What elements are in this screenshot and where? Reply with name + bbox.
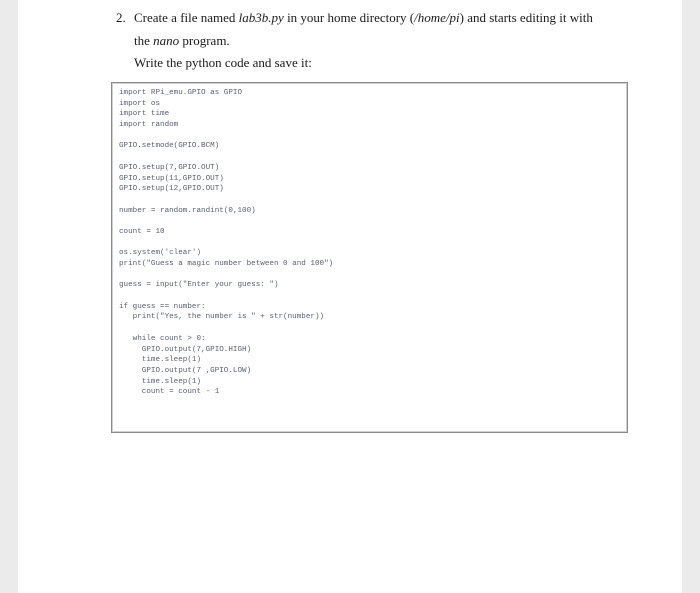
code-line: import time	[119, 110, 170, 119]
code-line: GPIO.setup(12,GPIO.OUT)	[119, 185, 224, 194]
question-instruction: Write the python code and save it:	[134, 55, 312, 70]
code-line: while count > 0:	[119, 334, 206, 343]
code-line: count = count - 1	[119, 388, 220, 397]
code-line: count = 10	[119, 227, 165, 236]
question-number: 2.	[116, 10, 126, 25]
program-name: nano	[153, 33, 180, 48]
code-line	[119, 152, 333, 163]
code-line: import os	[119, 99, 161, 108]
code-line	[119, 131, 333, 142]
code-line: print("Yes, the number is " + str(number))	[119, 313, 325, 322]
code-line: import random	[119, 121, 179, 130]
code-line: time.sleep(1)	[119, 356, 202, 365]
question-line-1: Create a file named lab3b.py in your home directory (/home/pi) and starts editing it with	[134, 10, 593, 25]
code-line	[119, 216, 333, 227]
code-line: time.sleep(1)	[119, 377, 202, 386]
code-line: if guess == number:	[119, 302, 206, 311]
code-box	[111, 82, 628, 433]
question-line-2: the nano program.	[134, 33, 230, 48]
code-line	[119, 270, 333, 281]
code-line: guess = input("Enter your guess: ")	[119, 281, 279, 290]
code-line: GPIO.setmode(GPIO.BCM)	[119, 142, 220, 151]
code-line	[119, 291, 333, 302]
file-name: lab3b.py	[238, 10, 284, 25]
document-page	[18, 0, 682, 593]
code-line: GPIO.setup(7,GPIO.OUT)	[119, 163, 220, 172]
code-line: GPIO.output(7 ,GPIO.LOW)	[119, 366, 252, 375]
code-line: number = random.randint(0,100)	[119, 206, 256, 215]
code-line: GPIO.setup(11,GPIO.OUT)	[119, 174, 224, 183]
code-line: GPIO.output(7,GPIO.HIGH)	[119, 345, 252, 354]
code-line	[119, 195, 333, 206]
code-line	[119, 238, 333, 249]
code-listing	[119, 88, 333, 398]
code-line: os.system('clear')	[119, 249, 202, 258]
code-line: import RPi_emu.GPIO as GPIO	[119, 89, 243, 97]
code-line	[119, 323, 333, 334]
directory-path: /home/pi	[414, 10, 460, 25]
code-line: print("Guess a magic number between 0 and 100")	[119, 260, 334, 268]
